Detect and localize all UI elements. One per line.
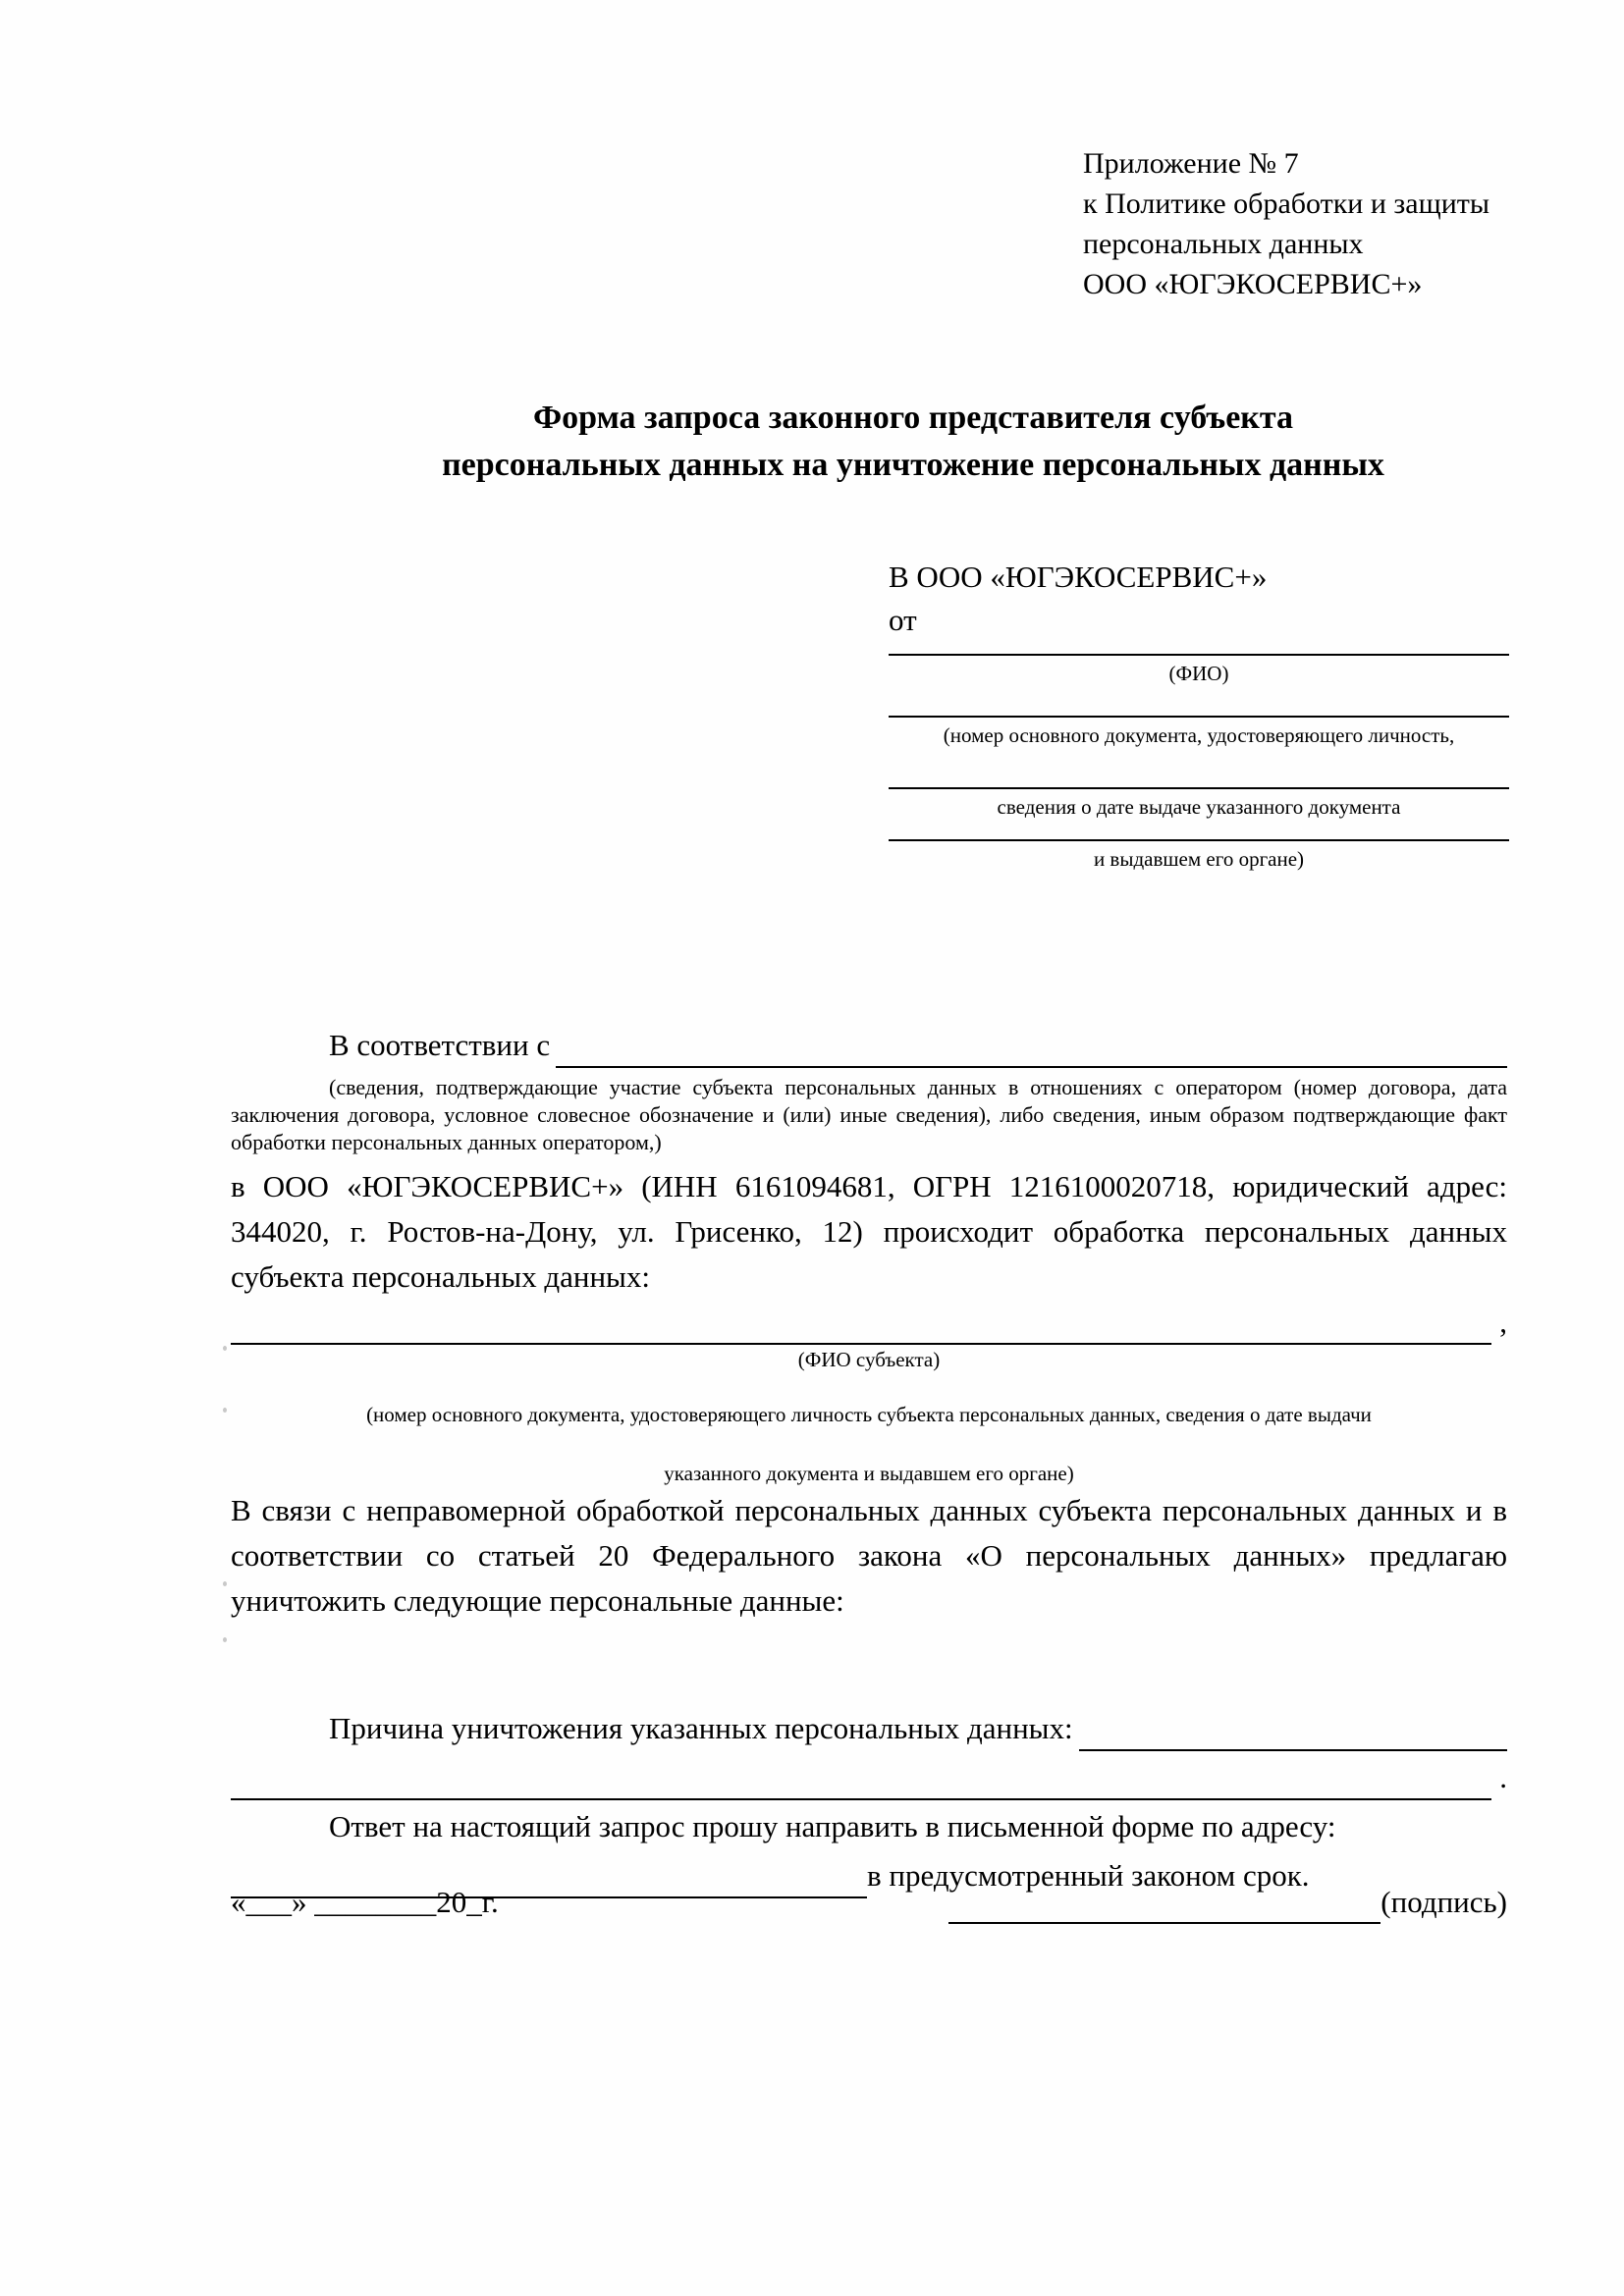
scan-artifact-dot bbox=[223, 1581, 227, 1586]
addressee-block bbox=[889, 556, 1509, 872]
doc-issuer-blank-line bbox=[889, 839, 1509, 841]
accordance-label: В соответствии с bbox=[329, 1028, 551, 1062]
demand-paragraph: В связи с неправомерной обработкой персональных данных субъекта персональных данных и в соответствии со статьей 20 Федерального закона «О персональных данных» предлагаю уничтожить следующие персональные данные: bbox=[231, 1493, 1507, 1618]
reason-period: . bbox=[1499, 1760, 1507, 1794]
doc-date-caption: сведения о дате выдаче указанного документа bbox=[997, 795, 1401, 819]
doc-date-blank-line bbox=[889, 787, 1509, 789]
doc-issuer-caption: и выдавшем его органе) bbox=[1093, 847, 1305, 871]
annex-line-1: Приложение № 7 bbox=[1083, 147, 1299, 180]
document-body bbox=[231, 1023, 1507, 1898]
document-title bbox=[236, 395, 1591, 489]
answer-sentence: Ответ на настоящий запрос прошу направить в письменной форме по адресу: bbox=[329, 1809, 1336, 1843]
accordance-note: (сведения, подтверждающие участие субъекта персональных данных в отношениях с оператором (номер договора, дата заключения договора, условное словесное обозначение и (или) иные сведения), либо сведения, иным образом подтверждающие факт обработки персональных данных оператором,) bbox=[231, 1075, 1507, 1154]
scan-artifact-dot bbox=[223, 1346, 227, 1351]
accordance-row bbox=[231, 1023, 1507, 1068]
subject-fio-row bbox=[231, 1300, 1507, 1345]
signature-blank-line bbox=[948, 1893, 1380, 1924]
subject-fio-caption: (ФИО субъекта) bbox=[797, 1348, 941, 1371]
annex-line-2: к Политике обработки и защиты bbox=[1083, 187, 1490, 220]
scan-artifact-dot bbox=[223, 1637, 227, 1642]
annex-line-3: персональных данных bbox=[1083, 228, 1364, 260]
document-title-line-1: Форма запроса законного представителя субъекта bbox=[532, 400, 1294, 436]
addressee-from: от bbox=[889, 603, 917, 637]
addressee-to: В ООО «ЮГЭКОСЕРВИС+» bbox=[889, 560, 1268, 594]
annex-header bbox=[1083, 143, 1544, 304]
subject-fio-comma: , bbox=[1499, 1305, 1507, 1339]
subject-doc-caption-1: (номер основного документа, удостоверяющего личность субъекта персональных данных, сведения о дате выдачи bbox=[366, 1403, 1372, 1426]
reason-row-2 bbox=[231, 1755, 1507, 1800]
fio-caption: (ФИО) bbox=[1168, 662, 1229, 685]
footer-row bbox=[231, 1881, 1507, 1924]
doc-number-caption: (номер основного документа, удостоверяющего личность, bbox=[943, 723, 1455, 747]
reason-row bbox=[231, 1706, 1507, 1751]
reason-label: Причина уничтожения указанных персональных данных: bbox=[329, 1711, 1073, 1745]
fio-blank-line bbox=[889, 654, 1509, 656]
date-blank: «___» ________20_г. bbox=[231, 1885, 499, 1919]
doc-number-blank-line bbox=[889, 716, 1509, 718]
annex-line-4: ООО «ЮГЭКОСЕРВИС+» bbox=[1083, 268, 1423, 300]
scan-artifact-dot bbox=[223, 1408, 227, 1413]
reason-blank-line-1 bbox=[1079, 1716, 1507, 1751]
subject-doc-caption-2: указанного документа и выдавшем его органе) bbox=[664, 1462, 1074, 1485]
operator-paragraph: в ООО «ЮГЭКОСЕРВИС+» (ИНН 6161094681, ОГРН 1216100020718, юридический адрес: 344020, г. Ростов-на-Дону, ул. Грисенко, 12) происходит обработка персональных данных субъекта персональных данных: bbox=[231, 1169, 1507, 1294]
answer-suffix: в предусмотренный законом срок. bbox=[867, 1858, 1310, 1893]
document-title-line-2: персональных данных на уничтожение персональных данных bbox=[442, 447, 1384, 483]
accordance-blank-line bbox=[556, 1033, 1507, 1068]
reason-blank-line-2 bbox=[231, 1765, 1491, 1800]
signature-caption: (подпись) bbox=[1380, 1885, 1507, 1919]
subject-fio-blank-line bbox=[231, 1309, 1491, 1345]
